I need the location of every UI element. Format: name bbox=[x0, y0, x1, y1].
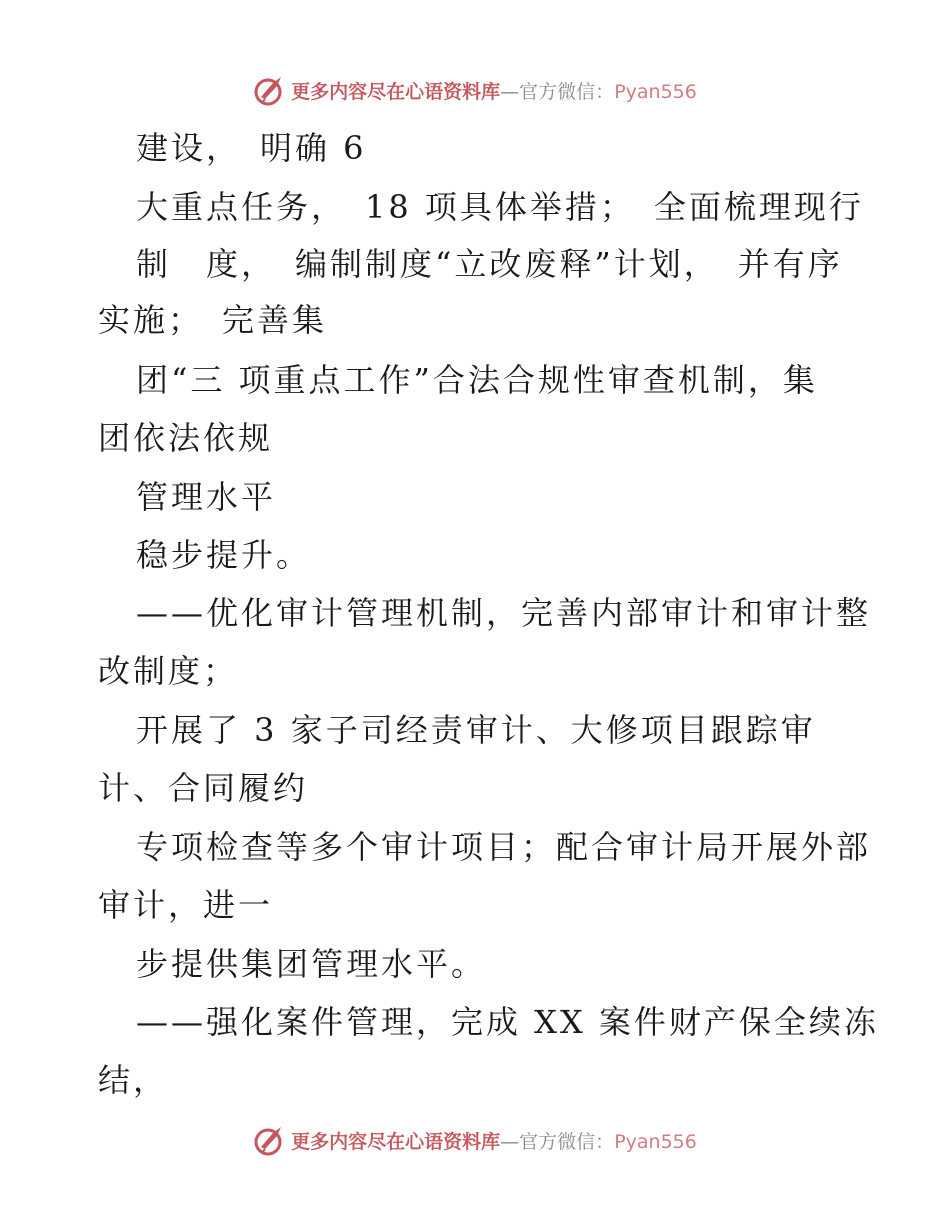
text-line: 管理水平 bbox=[136, 478, 277, 516]
watermark-text bbox=[291, 1127, 697, 1154]
watermark-wechat-id: Pyan556 bbox=[614, 1130, 697, 1153]
text-line: 步提供集团管理水平。 bbox=[136, 945, 487, 983]
footer-watermark bbox=[0, 1120, 950, 1160]
text-line: 开展了 3 家子司经责审计、大修项目跟踪审 bbox=[136, 711, 816, 749]
quill-logo-icon bbox=[253, 73, 287, 107]
watermark-wechat-label: 官方微信： bbox=[519, 80, 615, 103]
text-line: 计、合同履约 bbox=[98, 769, 309, 807]
watermark-dash: — bbox=[500, 80, 520, 103]
text-line: 团依法依规 bbox=[98, 419, 274, 457]
watermark-text bbox=[291, 77, 697, 104]
text-line: ——优化审计管理机制，完善内部审计和审计整 bbox=[136, 594, 872, 632]
text-line: 稳步提升。 bbox=[136, 536, 312, 574]
header-watermark bbox=[0, 70, 950, 110]
text-line: ——强化案件管理，完成 XX 案件财产保全续冻 bbox=[136, 1003, 879, 1041]
text-line: 建设， 明确 6 bbox=[136, 129, 367, 167]
watermark-dash: — bbox=[500, 1130, 520, 1153]
text-line: 实施； 完善集 bbox=[98, 301, 328, 339]
text-line: 改制度； bbox=[98, 652, 239, 690]
quill-logo-icon bbox=[253, 1123, 287, 1157]
text-line: 结， bbox=[98, 1061, 169, 1099]
text-line: 制 度， 编制制度“立改废释”计划， 并有序 bbox=[136, 245, 843, 283]
watermark-brand: 更多内容尽在心语资料库 bbox=[291, 1130, 501, 1153]
watermark-brand: 更多内容尽在心语资料库 bbox=[291, 80, 501, 103]
watermark-wechat-id: Pyan556 bbox=[614, 80, 697, 103]
text-line: 大重点任务， 18 项具体举措； 全面梳理现行 bbox=[136, 188, 864, 226]
text-line: 专项检查等多个审计项目；配合审计局开展外部 bbox=[136, 828, 872, 866]
watermark-wechat-label: 官方微信： bbox=[519, 1130, 615, 1153]
text-line: 审计，进一 bbox=[98, 886, 274, 924]
text-line: 团“三 项重点工作”合法合规性审查机制，集 bbox=[136, 361, 818, 399]
